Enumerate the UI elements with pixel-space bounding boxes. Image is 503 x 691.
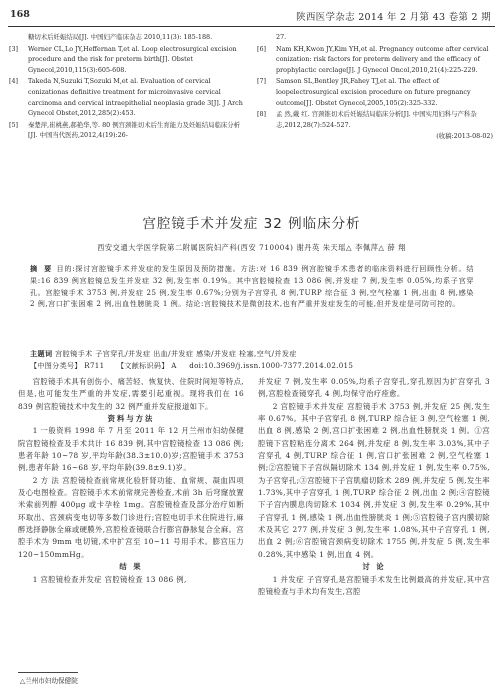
reference-text: Samson SL,Bentley JR,Fahey TJ,et al. The effect of loopelectrosurgical excision procedure on future pregnancy outcome[J]. Obstet Gynecol,2005,105(2):325-332. <box>276 77 471 107</box>
reference-text: 糖切术后妊娠结局[J]. 中国妇产临床杂志 2010,11(3): 185-188. <box>28 33 213 41</box>
reference-text: Takeda N,Suzuki T,Sozuki M,et al. Evaluation of cervical conizationas definitive treatment for microinvasive cervical carcinoma and cervical intraepithelial neoplasia grade 3[J]. J Arch Gynecol Obstet,2012,285(2):453. <box>28 77 243 118</box>
reference-text: Werner CL,Lo JY,Heffernan T,et al. Loop electrosurgical excision procedure and the risk for preterm birth[J]. Obstet Gynecol,2010,115(3):605-608. <box>28 44 237 74</box>
reference-number: [3] <box>9 44 19 53</box>
page-number: 168 <box>10 9 30 20</box>
reference-number: [7] <box>257 77 267 86</box>
body-paragraph: 1 宫腔镜检查并发症 宫腔镜检查 13 086 例, <box>32 574 187 584</box>
keywords-text: 宫腔镜手术 子宫穿孔/并发症 出血/并发症 感染/并发症 栓塞,空气/并发症 <box>55 349 297 358</box>
reference-item <box>257 109 495 130</box>
section-heading: 结 果 <box>119 562 143 572</box>
section-heading: 资料与方法 <box>107 414 155 424</box>
keywords-label: 主题词 <box>30 349 53 358</box>
page-header <box>8 6 495 27</box>
reference-text: Nam KH,Kwon JY,Kim YH,et al. Pregnancy outcome after cervical conization: risk factors for preterm delivery and the efficacy of prophylactic cerclage[J]. J Gynecol Oncol,2010,21(4):225-229. <box>276 44 489 74</box>
reference-text: 孟 然,戴 红. 宫颈锥切术后妊娠结局临床分析[J]. 中国实用妇科与产科杂志,2012,28(7):524-527. <box>276 110 477 129</box>
journal-running-head: 陕西医学杂志 2014 年 2 月第 43 卷第 2 期 <box>296 12 491 23</box>
abstract <box>30 263 474 310</box>
keywords <box>30 348 474 360</box>
reference-number: [6] <box>257 44 267 53</box>
abstract-label: 摘 要 <box>30 264 54 273</box>
classification-line <box>30 361 474 371</box>
body-right-column <box>258 376 490 598</box>
reference-text: 27. <box>276 33 287 41</box>
document-code: 【文献标识码】 A <box>116 361 177 370</box>
body-paragraph: 并发症 7 例,发生率 0.05%,均系子宫穿孔,穿孔原因为扩宫穿孔 3 例,宫腔检查镜穿孔 4 例,均保守治疗痊愈。 <box>258 377 490 399</box>
reference-item <box>9 76 246 118</box>
reference-number: [8] <box>257 110 267 119</box>
reference-item <box>257 76 495 108</box>
reference-item <box>9 32 246 43</box>
reference-item <box>257 32 495 43</box>
reference-item <box>9 44 246 76</box>
body-paragraph: 2 方 法 宫腔镜检查前常规化验肝肾功能、血常规、凝血四项及心电图检查。宫腔镜手术术前常规完善检查,术前 3h 后穹窿放置米索前列醇 400μg 或卡孕栓 1mg。宫腔镜检查及部分治疗如断环取出、宫颈病变电切等多数门诊进行;宫腔电切手术住院进行,麻醉选择静脉全麻或硬膜外,宫腔检查镜联合行膨宫静脉复合全麻。宫腔手术为 9mm 电切镜,术中扩宫至 10~11 号用手术。膨宫压力 120~150mmHg。 <box>18 475 244 559</box>
reference-number: [5] <box>9 120 19 129</box>
reference-text: 秦楚萍,崔桃燕,郝艳华,等. 80 例宫颈锥切术后生育能力及妊娠结局临床分析[J]. 中国当代医药,2012,4(19):26- <box>28 120 241 140</box>
doi: doi:10.3969/j.issn.1000-7377.2014.02.015 <box>189 361 354 370</box>
body-paragraph: 宫腔镜手术具有创伤小、痛苦轻、恢复快、住院时间短等特点,但是,也可能发生严重的并发症,需要引起重视。现将我们在 16 839 例宫腔镜技术中发生的 32 例严重并发症报道如下。 <box>18 377 244 411</box>
clc-code: 【中图分类号】 R711 <box>30 361 105 370</box>
reference-item <box>9 120 246 141</box>
references-right-column <box>257 32 495 142</box>
reference-item <box>257 44 495 76</box>
body-paragraph: 1 一般资料 1998 年 7 月至 2011 年 12 月兰州市妇幼保健院宫腔镜检查及手术共计 16 839 例,其中宫腔镜检查 13 086 例;患者年龄 10~78 岁,平均年龄(38.3±10.0)岁;宫腔镜手术 3753 例,患者年龄 16~68 岁,平均年龄(39.8±9.1)岁。 <box>18 426 244 473</box>
abstract-text: 目的:探讨宫腔镜手术并发症的发生原因及预防措施。方法:对 16 839 例宫腔镜手术患者的临床资料进行回顾性分析。结果:16 839 例宫腔镜总发生并发症 32 例,发生率 0.19%。其中宫腔镜检查 13 086 例,并发症 7 例,发生率 0.05%,均系子宫穿孔。宫腔镜手术 3753 例,并发症 25 例,发生率 0.67%;分别为子宫穿孔 8 例,TURP 综合征 3 例,空气栓塞 1 例,出血 8 例,感染 2 例,宫口扩张困难 2 例,出血性膀胱炎 1 例。结论:宫腔镜技术是微创技术,也有严重并发症发生的可能,但并发症是可防可控的。 <box>30 264 474 309</box>
received-date: (收稿:2013-08-02) <box>436 132 493 141</box>
body-paragraph: 1 并发症 子宫穿孔是宫腔镜手术发生比例最高的并发症,其中宫腔镜检查与手术均有发生,宫腔 <box>258 574 490 596</box>
references-left-column <box>9 32 246 142</box>
footnote-rule <box>18 672 78 673</box>
body-paragraph: 2 宫腔镜手术并发症 宫腔镜手术 3753 例,并发症 25 例,发生率 0.67%。其中子宫穿孔 8 例,TURP 综合征 3 例,空气栓塞 1 例,出血 8 例,感染 2 例,宫口扩张困难 2 例,出血性膀胱炎 1 例。①宫腔镜下宫腔粘连分离术 264 例,并发症 8 例,发生率 3.03%,其中子宫穿孔 4 例,TURP 综合征 1 例,宫口扩张困难 2 例,空气栓塞 1 例;②宫腔镜下子宫纵隔切除术 134 例,并发症 1 例,发生率 0.75%,为子宫穿孔;③宫腔镜下子宫肌瘤切除术 289 例,并发症 5 例,发生率 1.73%,其中子宫穿孔 1 例,TURP 综合征 2 例,出血 2 例;④宫腔镜下子宫内膜息肉切除术 1034 例,并发症 3 例,发生率 0.29%,其中子宫穿孔 1 例,感染 1 例,出血性膀胱炎 1 例;⑤宫腔镜子宫内膜切除术及其它 277 例,并发症 3 例,发生率 1.08%,其中子宫穿孔 1 例,出血 2 例;⑥宫腔镜宫颈病变切除术 1755 例,并发症 5 例,发生率 0.28%,其中感染 1 例,出血 4 例。 <box>258 401 490 559</box>
footnote: △兰州市妇幼保健院 <box>20 677 78 685</box>
section-heading: 讨 论 <box>362 562 386 572</box>
body-left-column <box>18 376 244 586</box>
article-title: 宫腔镜手术并发症 32 例临床分析 <box>142 216 361 232</box>
reference-number: [4] <box>9 77 19 86</box>
article-authors: 西安交通大学医学院第二附属医院妇产科(西安 710004) 谢丹英 朱天瑶△ 李佩萍△ 薛 翔 <box>97 243 406 252</box>
